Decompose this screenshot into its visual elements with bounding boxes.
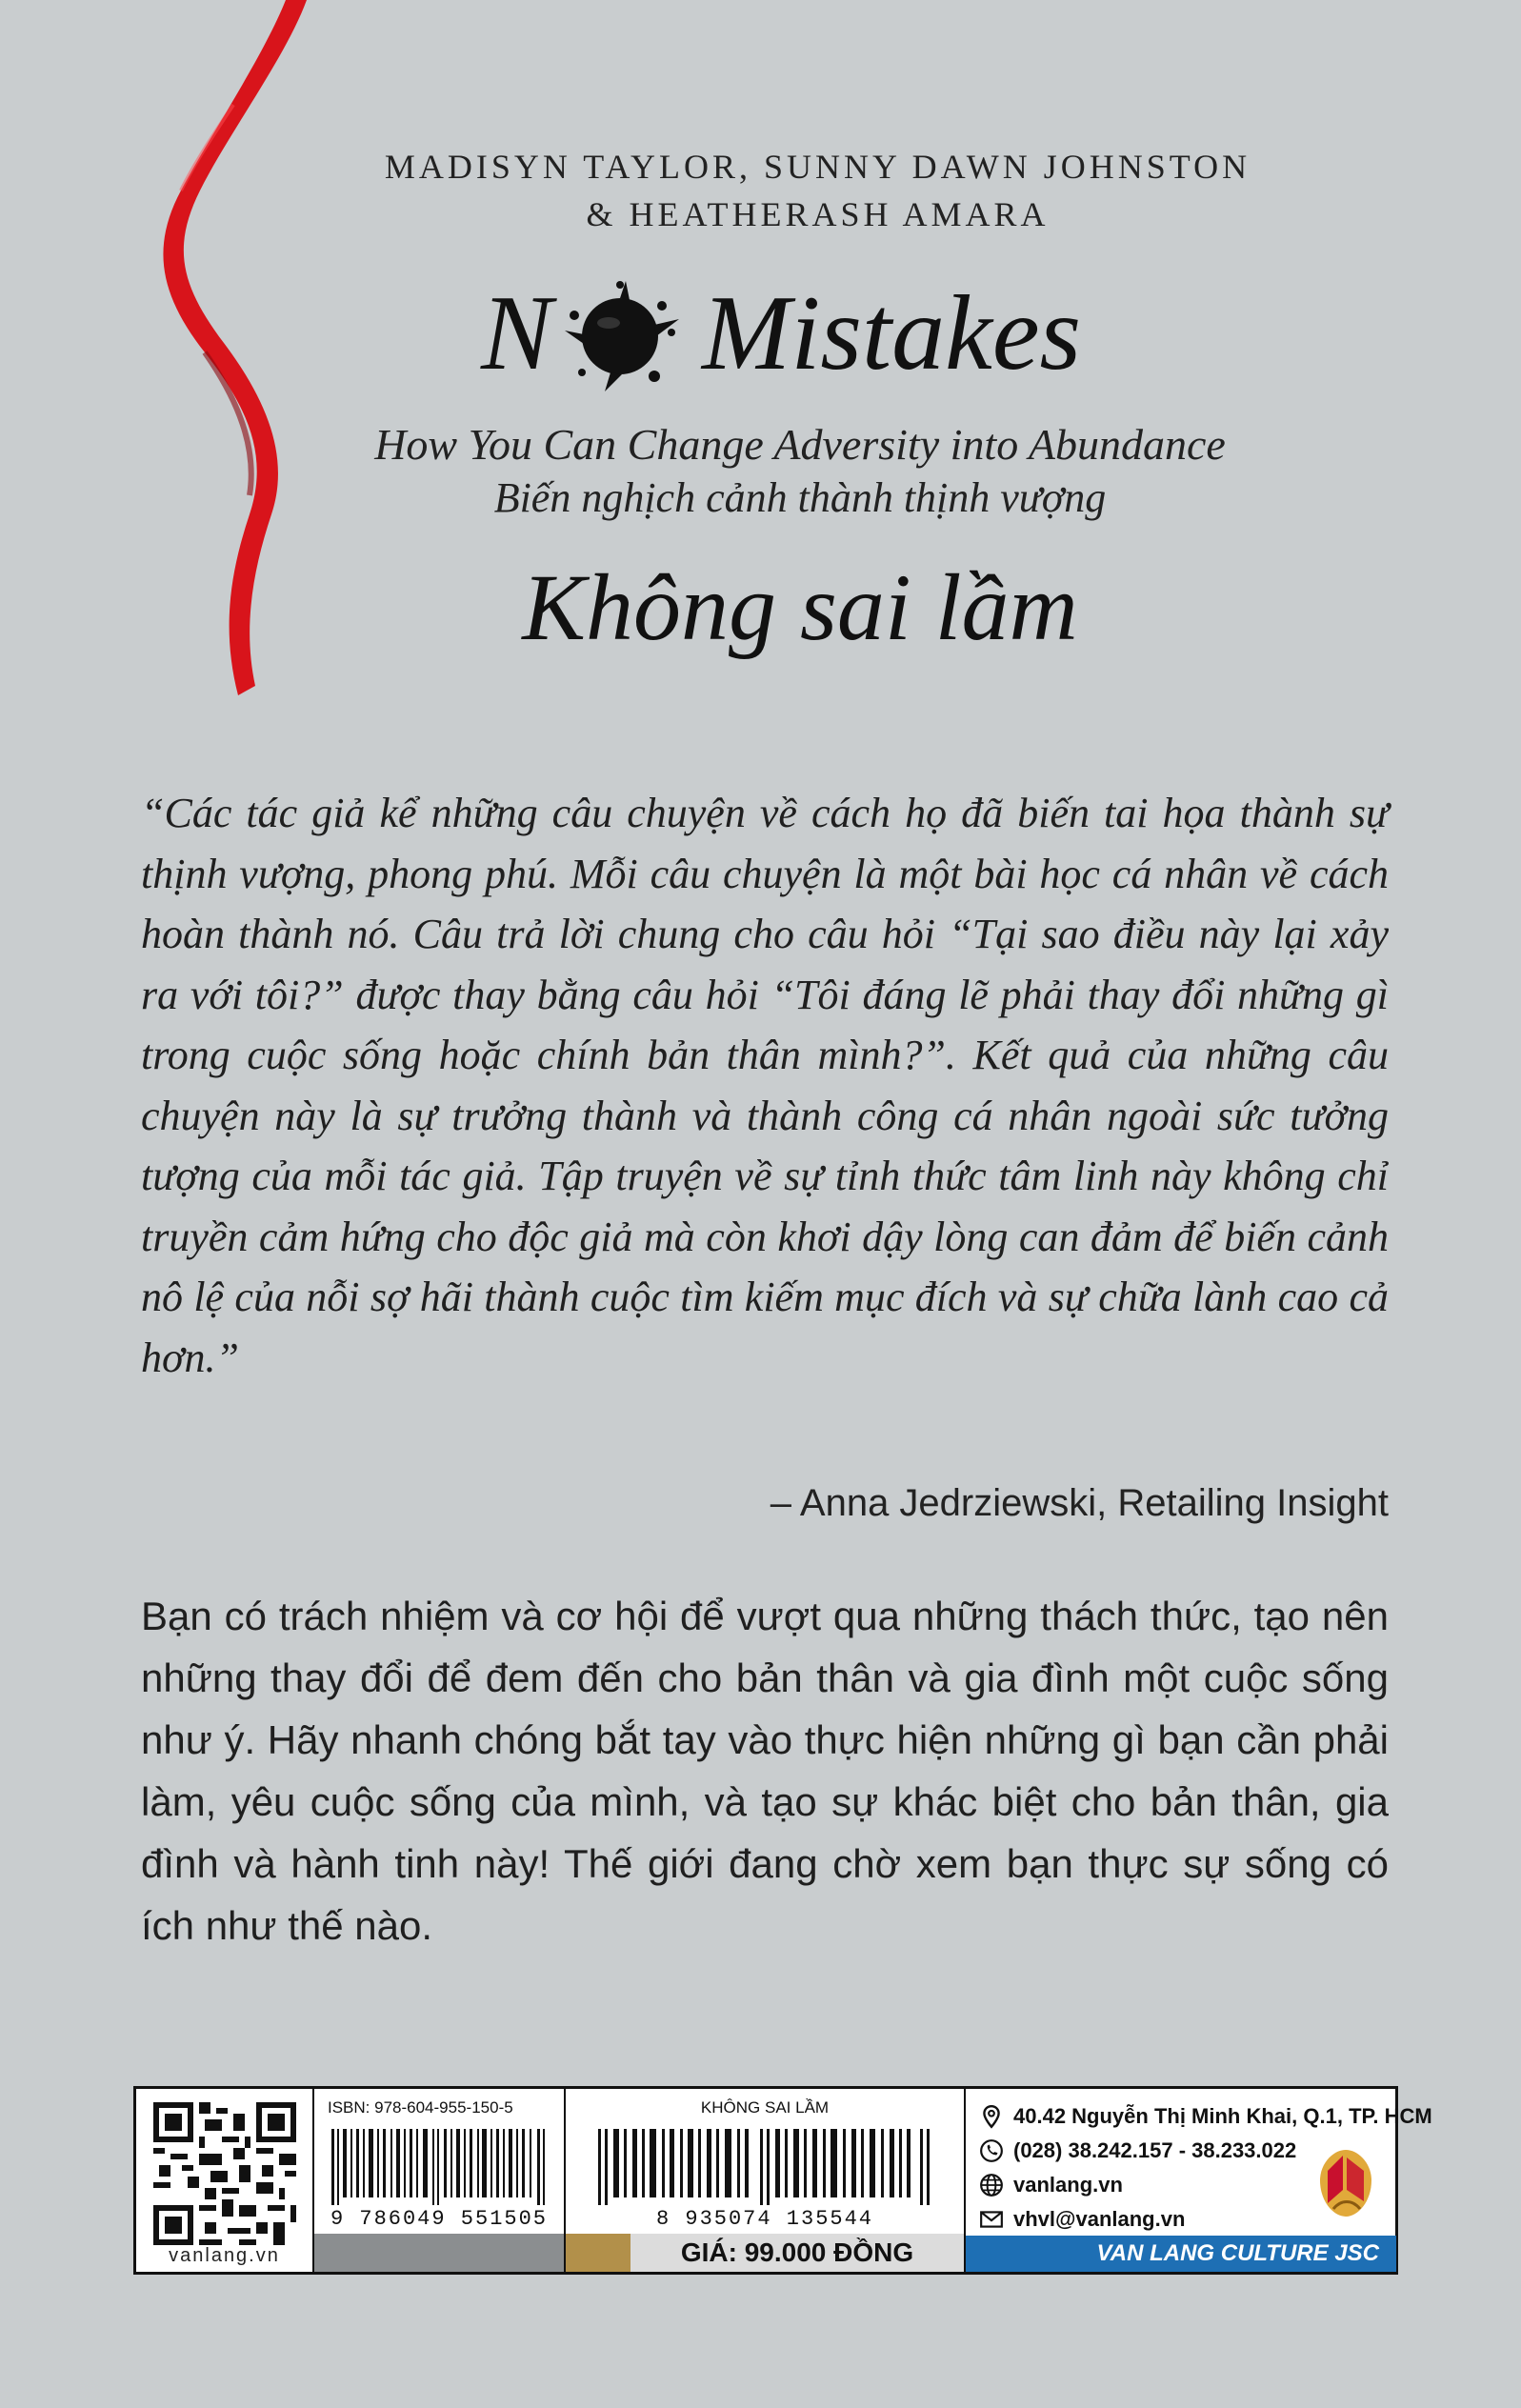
isbn-number: 9 786049 551505	[330, 2207, 549, 2231]
authors-line-2: & HEATHERASH AMARA	[586, 195, 1050, 233]
title-english	[481, 271, 1082, 405]
title-rest: Mistakes	[702, 274, 1082, 392]
gold-band	[566, 2234, 630, 2272]
phone-row	[979, 2137, 1296, 2165]
book-label: KHÔNG SAI LẦM	[700, 2098, 830, 2117]
qr-caption: vanlang.vn	[169, 2245, 280, 2266]
info-strip	[133, 2086, 1432, 2275]
qr-code-icon[interactable]	[153, 2102, 296, 2245]
publisher-name: VAN LANG CULTURE JSC	[966, 2236, 1396, 2272]
address-text: 40.42 Nguyễn Thị Minh Khai, Q.1, TP. HCM	[1013, 2104, 1432, 2128]
email-text[interactable]: vhvl@vanlang.vn	[1013, 2207, 1186, 2231]
book-number: 8 935074 135544	[655, 2207, 874, 2231]
book-blurb: Bạn có trách nhiệm và cơ hội để vượt qua những thách thức, tạo nên những thay đổi để đem đến cho bản thân và gia đình một cuộc sống như ý. Hãy nhanh chóng bắt tay vào thực hiện những gì bạn cần phải làm, yêu cuộc sống của mình, và tạo sự khác biệt cho bản thân, gia đình và hành tinh này! Thế giới đang chờ xem bạn thực sự sống có ích như thế nào.	[141, 1594, 1389, 1948]
title-first-letter: N	[481, 274, 552, 392]
website-row	[979, 2171, 1123, 2199]
review-attribution: – Anna Jedrziewski, Retailing Insight	[770, 1482, 1389, 1524]
phone-text: (028) 38.242.157 - 38.233.022	[1013, 2138, 1297, 2162]
isbn-barcode-bars	[328, 2129, 552, 2205]
phone-icon	[979, 2138, 1004, 2163]
subtitle-english: How You Can Change Adversity into Abundance	[374, 420, 1226, 469]
authors-line-1: MADISYN TAYLOR, SUNNY DAWN JOHNSTON	[384, 148, 1251, 186]
address-row	[979, 2102, 1432, 2131]
publisher-logo-icon	[1314, 2142, 1377, 2222]
title-vietnamese: Không sai lầm	[522, 554, 1078, 660]
ink-splat-icon	[563, 277, 683, 393]
email-row	[979, 2205, 1185, 2234]
grey-band	[314, 2234, 564, 2272]
website-text[interactable]: vanlang.vn	[1013, 2173, 1123, 2197]
location-pin-icon	[979, 2104, 1004, 2129]
email-icon	[979, 2207, 1004, 2232]
product-barcode-bars	[594, 2129, 937, 2205]
subtitle-vietnamese: Biến nghịch cảnh thành thịnh vượng	[493, 474, 1107, 521]
isbn-label: ISBN: 978-604-955-150-5	[328, 2098, 513, 2117]
qr-section	[136, 2089, 314, 2272]
publisher-contact	[966, 2089, 1432, 2272]
review-quote: “Các tác giả kể những câu chuyện về cách họ đã biến tai họa thành sự thịnh vượng, phong phú. Mỗi câu chuyện là một bài học cá nhân về cách hoàn thành nó. Câu trả lời chung cho câu hỏi “Tại sao điều này lại xảy ra với tôi?” được thay bằng câu hỏi “Tôi đáng lẽ phải thay đổi những gì trong cuộc sống hoặc chính bản thân mình?”. Kết quả của những câu chuyện này là sự trưởng thành và thành công cá nhân ngoài sức tưởng tượng của mỗi tác giả. Tập truyện về sự tỉnh thức tâm linh này không chỉ truyền cảm hứng cho độc giả mà còn khơi dậy lòng can đảm để biến cảnh nô lệ của nỗi sợ hãi thành cuộc tìm kiếm mục đích và sự chữa lành cao cả hơn.”	[141, 790, 1389, 1381]
price-label: GIÁ: 99.000 ĐỒNG	[630, 2234, 964, 2272]
globe-icon	[979, 2173, 1004, 2197]
